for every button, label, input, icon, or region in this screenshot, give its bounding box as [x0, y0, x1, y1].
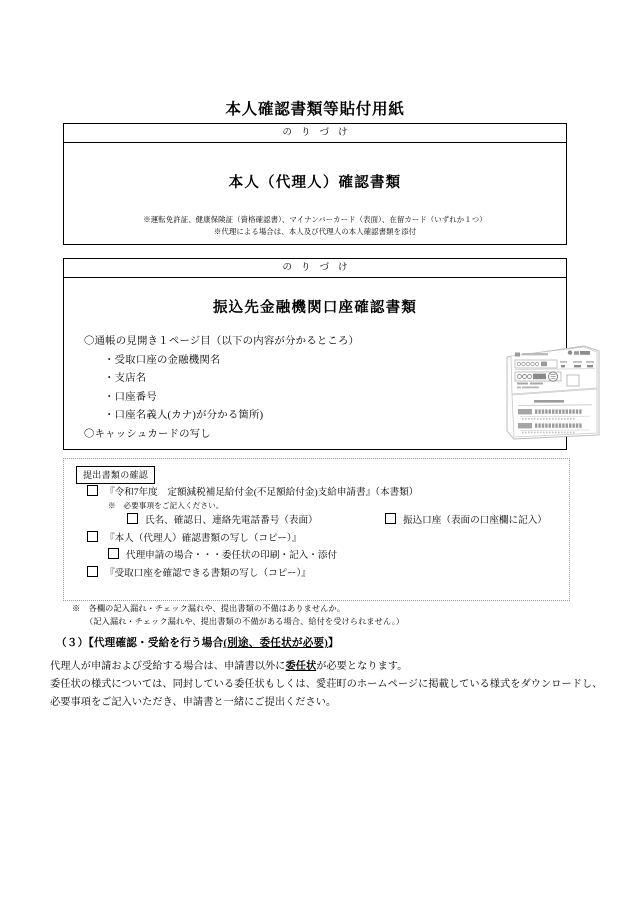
checklist-row-application-form[interactable]	[87, 485, 569, 500]
identity-note-line-2: ※代理による場合は、本人及び代理人の本人確認書類を添付	[213, 226, 417, 236]
list-item: ・受取口座の金融機関名	[104, 354, 221, 366]
checklist-subrow-group	[127, 513, 569, 528]
checkbox-icon[interactable]	[385, 513, 396, 524]
checklist-footnote	[72, 602, 572, 628]
list-item: ・口座名義人(カナ)が分かる箇所)	[104, 410, 264, 422]
identity-note-line-1: ※運転免許証、健康保険証（資格確認書）、マイナンバーカード（表面）、在留カード（いずれか１つ）	[143, 215, 487, 224]
section-3-body	[50, 658, 603, 712]
paste-box-bank-heading: 振込先金融機関口座確認書類	[212, 300, 418, 316]
checklist-subrow-personal-info[interactable]	[127, 515, 318, 526]
checklist-row-application-note: ※ 必要事項をご記入ください。	[108, 501, 224, 510]
checklist-legend: 提出書類の確認	[76, 466, 155, 484]
checklist-row-label: 『令和7年度 定額減税補足給付金(不足額給付金)支給申請書』（本書類）	[105, 487, 419, 498]
checkbox-icon[interactable]	[87, 531, 98, 542]
bank-document-list	[64, 333, 566, 445]
section-3-heading-underlined: (別途、委任状が必要)	[223, 638, 329, 649]
checkbox-icon[interactable]	[108, 548, 119, 559]
section-3-line1-c: が必要となります。	[316, 661, 408, 672]
paste-box-identity-documents	[63, 123, 567, 245]
glue-label-bank: のりづけ	[64, 259, 566, 278]
page-title: 本人確認書類等貼付用紙	[225, 101, 405, 118]
glue-label-identity: のりづけ	[64, 124, 566, 143]
section-3-line1-a: 代理人が申請および受給する場合は、申請書以外に	[50, 661, 286, 672]
submission-checklist	[63, 458, 570, 601]
section-3-body-line-2: 委任状の様式については、同封している委任状もしくは、愛荘町のホームページに掲載している様式をダウンロードし、	[50, 679, 603, 690]
checklist-subrow-transfer-account[interactable]	[385, 513, 547, 528]
checklist-row-account-proof-copy[interactable]	[87, 566, 569, 581]
section-3-heading	[56, 635, 339, 650]
checkbox-icon[interactable]	[87, 566, 98, 577]
paste-box-identity-note	[64, 214, 566, 237]
paste-box-identity-heading: 本人（代理人）確認書類	[228, 175, 402, 191]
checkbox-icon[interactable]	[87, 485, 98, 496]
section-3-heading-tail: 】	[328, 638, 339, 649]
checklist-row-label: 『本人（代理人）確認書類の写し（コピー）』	[105, 533, 302, 544]
checklist-row-label: 氏名、確認日、連絡先電話番号（表面）	[145, 515, 318, 526]
list-item: 〇通帳の見開き１ページ目（以下の内容が分かるところ）	[84, 336, 360, 347]
list-item: ・支店名	[104, 373, 147, 385]
section-3-body-line-3: 必要事項をご記入いただき、申請書と一緒にご提出ください。	[50, 697, 337, 708]
checkbox-icon[interactable]	[127, 513, 138, 524]
section-3-line1-emphasis: 委任状	[285, 661, 317, 672]
paste-box-bank-account-documents	[63, 258, 567, 450]
list-item: 〇キャッシュカードの写し	[84, 428, 211, 440]
footnote-line-1: ※ 各欄の記入漏れ・チェック漏れや、提出書類の不備はありませんか。	[72, 604, 346, 613]
checklist-row-proxy-application[interactable]	[108, 548, 569, 563]
checklist-row-label: 振込口座（表面の口座欄に記入）	[403, 515, 547, 526]
footnote-line-2: （記入漏れ・チェック漏れや、提出書類の不備がある場合、給付を受けられません。）	[85, 617, 405, 626]
checklist-row-label: 『受取口座を確認できる書類の写し（コピー）』	[105, 568, 311, 579]
passbook-illustration	[498, 343, 608, 441]
list-item: ・口座番号	[104, 391, 157, 403]
checklist-row-identity-copy[interactable]	[87, 531, 569, 546]
checklist-rows	[64, 483, 569, 581]
section-3-body-line-1	[50, 658, 590, 676]
checklist-row-label: 代理申請の場合・・・委任状の印刷・記入・添付	[126, 550, 338, 561]
section-3-heading-plain: （３）【代理確認・受給を行う場合	[56, 638, 224, 649]
